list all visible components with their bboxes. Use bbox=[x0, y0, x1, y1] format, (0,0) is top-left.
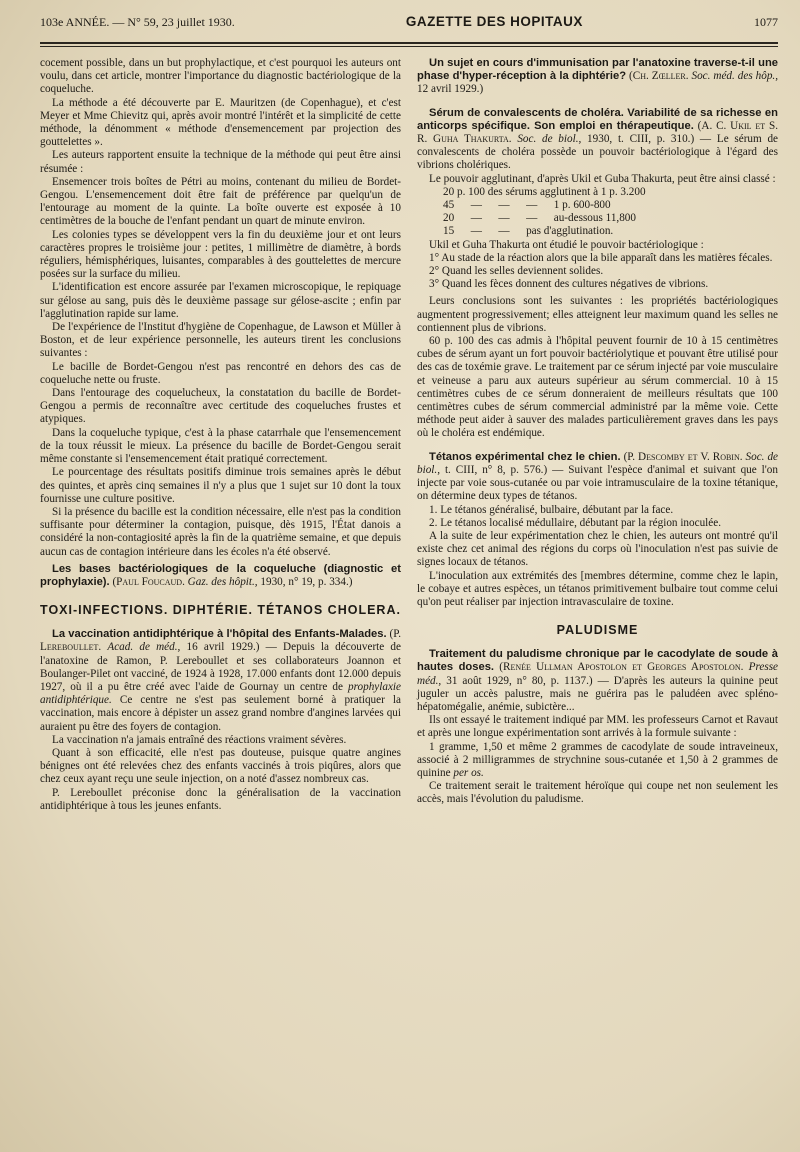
table-cell: — bbox=[470, 225, 482, 238]
reference-author: (Paul Foucaud. bbox=[112, 575, 185, 588]
paragraph: Le bacille de Bordet-Gengou n'est pas rencontré en dehors des cas de coqueluche nette ou fruste. bbox=[40, 360, 401, 386]
paragraph: Les colonies types se développent vers la fin du deuxième jour et ont leurs caractères propres le troisième jour : petites, 1 millimètre de diamètre, à bords réguliers, hémisphériques, luisantes, comparables à des gouttelettes de mercure posées sur la surface du milieu. bbox=[40, 228, 401, 281]
reference-author: (A. C. Ukil et S. R. Guha Thakurta. bbox=[417, 119, 779, 146]
paragraph: 2. Le tétanos localisé médullaire, débutant par la région inoculée. bbox=[429, 516, 722, 529]
table-cell: 20 p. 100 des sérums agglutinent à 1 p. 3.200 bbox=[443, 185, 646, 198]
table-cell: — bbox=[470, 212, 482, 225]
header-rule-thin bbox=[40, 46, 778, 47]
reference-details: 1930, t. CIII, p. 310.) — Le sérum de convalescents de choléra possède un pouvoir bactériologique à l'égard des vibrions cholériques. bbox=[417, 133, 779, 172]
paragraph: Ukil et Guha Thakurta ont étudié le pouvoir bactériologique : bbox=[429, 238, 704, 251]
reference-title: Traitement du paludisme chronique par le cacodylate de soude à hautes doses. bbox=[417, 648, 778, 674]
reference-details: 1930, n° 19, p. 334.) bbox=[260, 575, 353, 588]
paragraph: Quant à son efficacité, elle n'est pas douteuse, puisque quatre angines bénignes ont été relevées chez des enfants vaccinés à trois piqûres, alors que chez ceux ayant reçu une seule injection, on a noté d'assez nombreux cas. bbox=[40, 746, 401, 786]
reference-title: La vaccination antidiphtérique à l'hôpital des Enfants-Malades. bbox=[52, 628, 387, 641]
paragraph: 3° Quand les fèces donnent des cultures négatives de vibrions. bbox=[429, 278, 709, 291]
reference-title: Les bases bactériologiques de la coqueluche (diagnostic et prophylaxie). bbox=[40, 562, 401, 588]
right-column bbox=[417, 57, 778, 813]
paragraph: La méthode a été découverte par E. Mauritzen (de Copenhague), et c'est Meyer et Mme Chievitz qui, après avoir montré l'intérêt et la simplicité de cette méthode, la dénomment « méthode d'ensemencement par projection des gouttelettes ». bbox=[40, 96, 401, 149]
paragraph: 1. Le tétanos généralisé, bulbaire, débutant par la face. bbox=[429, 503, 674, 516]
paragraph: cocement possible, dans un but prophylactique, et c'est pourquoi les auteurs ont voulu, dans cet article, montrer l'importance du diagnostic bactériologique de la coqueluche. bbox=[40, 57, 401, 96]
reference-journal: Acad. de méd., bbox=[107, 641, 181, 654]
paragraph: Ensemencer trois boîtes de Pétri au moins, contenant du milieu de Bordet-Gengou. L'ensemencement doit être fait de préférence par quelqu'un de l'entourage au moment de la quinte. La boîte ouverte est exposée à 10 centimètres de la bouche de l'enfant pendant un quart de minute environ. bbox=[40, 175, 401, 228]
reference-details: 12 avril 1929.) bbox=[417, 83, 484, 96]
reference-journal: Gaz. des hôpit., bbox=[187, 575, 258, 588]
reference-details: 16 avril 1929.) — Depuis la découverte de l'anatoxine de Ramon, P. Lereboullet et ses collaborateurs Joannon et Boulanger-Pilet ont vacciné, de 1924 à 1928, 17.000 enfants dont 12.000 depuis 1927, où il a pu être créé avec l'aide de Gournay un centre de bbox=[40, 641, 401, 693]
paragraph: Si la présence du bacille est la condition nécessaire, elle n'est pas la condition suffisante pour déterminer la contagion, puisque, dès 1915, l'État danois a considéré la non-contagiosité après la fin de la quatrième semaine, et que depuis aucun cas de contagion intérieure dans les écoles n'a été observé. bbox=[40, 505, 401, 558]
table-cell: au-dessous 11,800 bbox=[553, 212, 636, 225]
paragraph: Dans la coqueluche typique, c'est à la phase catarrhale que l'ensemencement de la toux réussit le mieux. La présence du bacille de Bordet-Gengou serait même constante si l'ensemencement était pratiqué correctement. bbox=[40, 426, 401, 466]
reference-journal: Soc. de biol., bbox=[517, 133, 582, 146]
per-os-text: per os. bbox=[453, 766, 484, 779]
paragraph: Le pourcentage des résultats positifs diminue trois semaines après le début des quintes, et après cinq semaines il n'y a plus que 1 sujet sur 10 dont la toux fournisse une culture positive. bbox=[40, 466, 401, 505]
paragraph: Le pouvoir agglutinant, d'après Ukil et Guba Thakurta, peut être ainsi classé : bbox=[429, 172, 776, 185]
table-cell: — bbox=[498, 212, 510, 225]
reference-vaccination bbox=[40, 628, 401, 734]
journal-title: GAZETTE DES HOPITAUX bbox=[405, 14, 583, 29]
table-row bbox=[443, 199, 660, 212]
table-cell: — bbox=[526, 199, 538, 212]
reference-author: (Renée Ullman Apostolon et Georges Apostolon. bbox=[499, 661, 744, 674]
table-row bbox=[443, 225, 660, 238]
agglutination-table bbox=[443, 186, 660, 239]
paragraph: P. Lereboullet préconise donc la généralisation de la vaccination antidiphtérique à tous les jeunes enfants. bbox=[40, 786, 401, 812]
header-rule bbox=[40, 42, 778, 44]
left-column bbox=[40, 57, 401, 813]
reference-details-cont: Ce centre ne s'est pas seulement borné à pratiquer la vaccination, mais encore à dépister un assez grand nombre d'angines larvées qui auraient pu être des foyers de contagion. bbox=[40, 694, 401, 733]
section-heading-toxi-infections: TOXI-INFECTIONS. DIPHTÉRIE. TÉTANOS CHOLERA. bbox=[40, 603, 401, 618]
table-row bbox=[443, 212, 660, 225]
reference-author: (P. Descomby et V. Robin. bbox=[623, 450, 743, 463]
paragraph: La vaccination n'a jamais entraîné des réactions vraiment sévères. bbox=[52, 733, 347, 746]
reference-title: Sérum de convalescents de choléra. Variabilité de sa richesse en anticorps spécifique. Son emploi en thérapeutique. bbox=[417, 106, 778, 132]
reference-author: (Ch. Zœller. bbox=[629, 70, 689, 83]
table-cell: — bbox=[526, 212, 538, 225]
reference-title: Tétanos expérimental chez le chien. bbox=[429, 450, 621, 463]
table-cell: 1 p. 600-800 bbox=[553, 199, 611, 212]
section-heading-paludisme: PALUDISME bbox=[556, 623, 639, 638]
table-cell: 20 bbox=[443, 212, 455, 225]
paragraph: A la suite de leur expérimentation chez le chien, les auteurs ont montré qu'il existe chez cet animal des régions du corps où l'inoculation n'est pas suivie de signes locaux de tétanos. bbox=[417, 529, 778, 569]
paragraph-dosage bbox=[417, 741, 778, 781]
table-row bbox=[443, 186, 660, 199]
paragraph: Ils ont essayé le traitement indiqué par MM. les professeurs Carnot et Ravaut et après une longue expérimentation sont arrivés à la formule suivante : bbox=[417, 714, 778, 740]
paragraph: 60 p. 100 des cas admis à l'hôpital peuvent fournir de 10 à 15 centimètres cubes de sérum ayant un fort pouvoir bactériolytique et pouvant être utilisé pour des cas de toxémie grave. Le traitement par ce sérum injecté par voie musculaire et veineuse a paru aux auteurs supérieur au sérum commercial. 10 à 15 centimètres cubes de ce sérum donneraient de meilleurs résultats que 100 centimètres cubes de sérum commercial administré par la même voie. Cette méthode peut aider à sauver des malades particulièrement graves dans les pays où le choléra est endémique. bbox=[417, 335, 778, 440]
reference-journal: Soc. de biol., bbox=[417, 450, 779, 476]
reference-italic-phrase: prophylaxie antidiphtérique. bbox=[40, 680, 402, 707]
reference-journal: Soc. méd. des hôp., bbox=[691, 70, 779, 83]
paragraph: Dans l'entourage des coquelucheux, la constatation du bacille de Bordet-Gengou a permis de reconnaître avec certitude des coqueluches frustes et atypiques. bbox=[40, 387, 401, 426]
issue-info: 103e ANNÉE. — N° 59, 23 juillet 1930. bbox=[40, 15, 235, 29]
reference-details: 31 août 1929, n° 80, p. 1137.) — D'après les auteurs la quinine peut juguler un accès palustre, mais ne guérira pas le paludéen avec spléno-hépatomégalie, anémie, subictère... bbox=[417, 674, 779, 713]
paragraph: L'inoculation aux extrémités des [membres détermine, comme chez le lapin, le cobaye et autres espèces, un tétanos primitivement bulbaire tout comme celui qu'on peut réaliser par injection intravasculaire de toxine. bbox=[417, 569, 778, 608]
table-cell: 15 bbox=[443, 225, 455, 238]
reference-anatoxine bbox=[417, 57, 778, 97]
reference-title: Un sujet en cours d'immunisation par l'anatoxine traverse-t-il une phase d'hyper-réception à la diphtérie? bbox=[417, 57, 778, 83]
reference-paludisme bbox=[417, 648, 778, 714]
paragraph: Ce traitement serait le traitement héroïque qui coupe net non seulement les accès, mais l'évolution du paludisme. bbox=[417, 780, 778, 806]
paragraph: Les auteurs rapportent ensuite la technique de la méthode qui peut être ainsi résumée : bbox=[40, 149, 401, 175]
paragraph: De l'expérience de l'Institut d'hygiène de Copenhague, de Lawson et Müller à Boston, et de leur expérience personnelle, les auteurs tirent les conclusions suivantes : bbox=[40, 321, 401, 360]
reference-coqueluche bbox=[40, 563, 401, 589]
table-cell: — bbox=[470, 199, 482, 212]
table-cell: — bbox=[498, 199, 510, 212]
table-cell: pas d'agglutination. bbox=[526, 225, 614, 238]
page-number: 1077 bbox=[754, 15, 778, 29]
table-cell: 45 bbox=[443, 199, 455, 212]
paragraph: Leurs conclusions sont les suivantes : les propriétés bactériologiques augmentent progressivement; elles atteignent leur maximum quand les selles ne contiennent plus de vibrions. bbox=[417, 295, 778, 334]
paragraph: 1° Au stade de la réaction alors que la bile apparaît dans les matières fécales. bbox=[429, 251, 773, 264]
dosage-text: 1 gramme, 1,50 et même 2 grammes de cacodylate de soude intraveineux, associé à 2 milligrammes de strychnine sous-cutanée et 1,50 à 2 grammes de quinine bbox=[417, 740, 778, 779]
paragraph: L'identification est encore assurée par l'examen microscopique, le repiquage sur gélose au sang, puis dès le deuxième passage sur gélose-ascite ; enfin par l'agglutination rapide sur lame. bbox=[40, 281, 401, 320]
columns bbox=[40, 57, 778, 813]
paragraph: 2° Quand les selles deviennent solides. bbox=[429, 265, 604, 278]
reference-tetanos bbox=[417, 451, 778, 504]
table-cell: — bbox=[498, 225, 510, 238]
reference-details: t. CIII, n° 8, p. 576.) — Suivant l'espèce d'animal et suivant que l'on injecte par voie sous-cutanée ou par voie intramusculaire de la toxine tétanique, on détermine deux types de tétanos. bbox=[417, 463, 778, 503]
reference-author: (P. Lereboullet. bbox=[40, 628, 402, 654]
reference-cholera bbox=[417, 107, 778, 173]
reference-journal: Presse méd., bbox=[417, 661, 779, 687]
page-header bbox=[40, 14, 778, 38]
